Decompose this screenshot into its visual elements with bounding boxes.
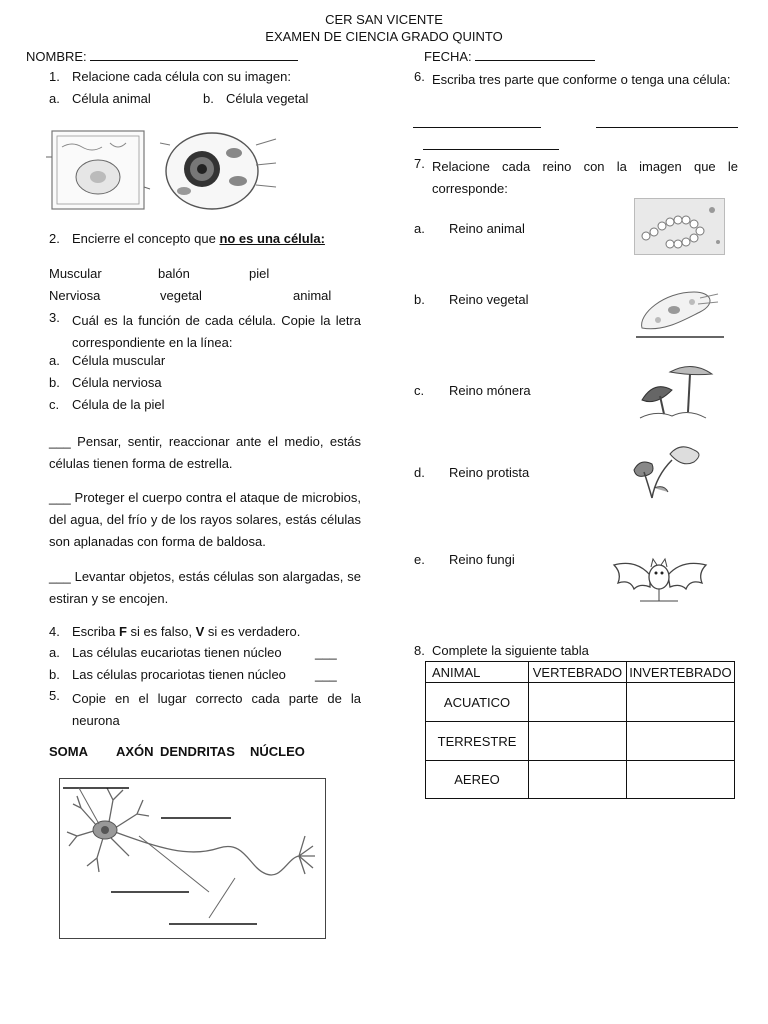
date-field[interactable] xyxy=(424,48,595,64)
q2-number: 2. xyxy=(49,231,60,246)
q8-number: 8. xyxy=(414,643,425,658)
date-label: FECHA: xyxy=(424,49,472,64)
neuron-diagram-icon xyxy=(59,778,327,940)
q3-number: 3. xyxy=(49,310,60,325)
table-cell[interactable] xyxy=(529,722,627,761)
q7-item-text: Reino vegetal xyxy=(449,292,529,307)
q3-blank[interactable]: ___ xyxy=(49,490,71,505)
q3-text: Cuál es la función de cada célula. Copie la letra correspondiente en la línea: xyxy=(72,313,361,350)
q1-b-letter: b. xyxy=(203,91,214,106)
q1-number: 1. xyxy=(49,69,60,84)
q4-item-letter: b. xyxy=(49,667,60,682)
q4-item-letter: a. xyxy=(49,645,60,660)
q7-item-letter: e. xyxy=(414,552,425,567)
date-line[interactable] xyxy=(475,48,595,61)
q6-answer-line[interactable] xyxy=(596,115,738,128)
q6-answer-line[interactable] xyxy=(413,115,541,128)
table-row-label: AEREO xyxy=(426,761,529,799)
q3-option-letter: a. xyxy=(49,353,60,368)
q5-number: 5. xyxy=(49,688,60,703)
q2-text-before: Encierre el concepto que xyxy=(72,231,220,246)
q4-text-pre: Escriba xyxy=(72,624,119,639)
table-row-label: TERRESTRE xyxy=(426,722,529,761)
q4-item-text: Las células procariotas tienen núcleo xyxy=(72,667,286,682)
q2-word[interactable]: Nerviosa xyxy=(49,288,101,303)
q2-text xyxy=(72,231,325,246)
table-header: VERTEBRADO xyxy=(529,662,627,683)
q3-blank[interactable]: ___ xyxy=(49,569,71,584)
name-field[interactable] xyxy=(26,48,298,64)
q3-statement-text: Proteger el cuerpo contra el ataque de microbios, del agua, del frío y de los rayos solares, estás células son aplanadas con forma de baldosa. xyxy=(49,490,361,549)
table-cell[interactable] xyxy=(529,683,627,722)
table-header: INVERTEBRADO xyxy=(626,662,734,683)
table-row xyxy=(426,722,735,761)
q2-text-underlined: no es una célula: xyxy=(219,231,325,246)
q4-f: F xyxy=(118,624,127,639)
bacteria-chain-icon xyxy=(634,198,726,256)
q4-v: V xyxy=(195,624,205,639)
q1-b-text: Célula vegetal xyxy=(226,91,309,106)
q7-item-letter: a. xyxy=(414,221,425,236)
q1-text: Relacione cada célula con su imagen: xyxy=(72,69,291,84)
flowers-icon xyxy=(626,440,708,500)
q7-item-letter: b. xyxy=(414,292,425,307)
vertebrate-table xyxy=(425,661,735,799)
q7-item-letter: d. xyxy=(414,465,425,480)
table-row xyxy=(426,683,735,722)
animal-cell-diagram-icon xyxy=(50,127,150,217)
q7-text: Relacione cada reino con la imagen que le corresponde: xyxy=(432,159,738,196)
q7-item-text: Reino fungi xyxy=(449,552,515,567)
bat-icon xyxy=(610,555,710,611)
q2-word[interactable]: piel xyxy=(249,266,270,281)
q1-a-letter: a. xyxy=(49,91,60,106)
name-label: NOMBRE: xyxy=(26,49,87,64)
name-line[interactable] xyxy=(90,48,298,61)
table-header-row xyxy=(426,662,735,683)
q4-item-text: Las células eucariotas tienen núcleo xyxy=(72,645,282,660)
q7-item-letter: c. xyxy=(414,383,425,398)
q4-text-mid: si es falso, xyxy=(126,624,196,639)
q5-word-dendritas: DENDRITAS xyxy=(160,744,235,759)
q8-text: Complete la siguiente tabla xyxy=(432,643,589,658)
school-name: CER SAN VICENTE xyxy=(325,12,443,27)
q3-option-letter: b. xyxy=(49,375,60,390)
q3-option-text: Célula muscular xyxy=(72,353,166,368)
q7-number: 7. xyxy=(414,156,425,171)
q3-statement-text: Levantar objetos, estás células son alargadas, se estiran y se encojen. xyxy=(49,569,361,606)
q2-word[interactable]: Muscular xyxy=(49,266,102,281)
exam-title: EXAMEN DE CIENCIA GRADO QUINTO xyxy=(265,29,503,44)
q6-number: 6. xyxy=(414,69,425,84)
q2-word[interactable]: balón xyxy=(158,266,190,281)
q5-word-axon: AXÓN xyxy=(116,744,154,759)
q3-option-text: Célula nerviosa xyxy=(72,375,162,390)
q3-statement xyxy=(49,566,361,610)
q3-statement-text: Pensar, sentir, reaccionar ante el medio, estás células tienen forma de estrella. xyxy=(49,434,361,471)
q5-word-nucleo: NÚCLEO xyxy=(250,744,305,759)
q6-answer-line[interactable] xyxy=(423,137,559,150)
table-row-label: ACUATICO xyxy=(426,683,529,722)
table-cell[interactable] xyxy=(626,683,734,722)
q7-item-text: Reino mónera xyxy=(449,383,531,398)
q2-word[interactable]: vegetal xyxy=(160,288,202,303)
mushrooms-icon xyxy=(636,356,716,426)
q3-option-letter: c. xyxy=(49,397,60,412)
q3-statement xyxy=(49,487,361,553)
q4-text-post: si es verdadero. xyxy=(204,624,301,639)
q3-option-text: Célula de la piel xyxy=(72,397,165,412)
table-cell[interactable] xyxy=(626,722,734,761)
q2-word[interactable]: animal xyxy=(293,288,332,303)
plant-cell-diagram-icon xyxy=(160,125,280,215)
q6-text: Escriba tres parte que conforme o tenga una célula: xyxy=(432,72,731,87)
q5-text: Copie en el lugar correcto cada parte de la neurona xyxy=(72,691,361,728)
q3-statement xyxy=(49,431,361,475)
table-cell[interactable] xyxy=(626,761,734,799)
q7-item-text: Reino animal xyxy=(449,221,525,236)
q4-number: 4. xyxy=(49,624,60,639)
paramecium-icon xyxy=(634,284,726,340)
q7-item-text: Reino protista xyxy=(449,465,530,480)
q4-text xyxy=(72,624,300,639)
q3-blank[interactable]: ___ xyxy=(49,434,71,449)
table-cell[interactable] xyxy=(529,761,627,799)
table-row xyxy=(426,761,735,799)
table-header: ANIMAL xyxy=(426,662,529,683)
q5-word-soma: SOMA xyxy=(49,744,88,759)
q4-item-blank[interactable]: ___ xyxy=(315,667,337,682)
q1-a-text: Célula animal xyxy=(72,91,151,106)
q4-item-blank[interactable]: ___ xyxy=(315,645,337,660)
